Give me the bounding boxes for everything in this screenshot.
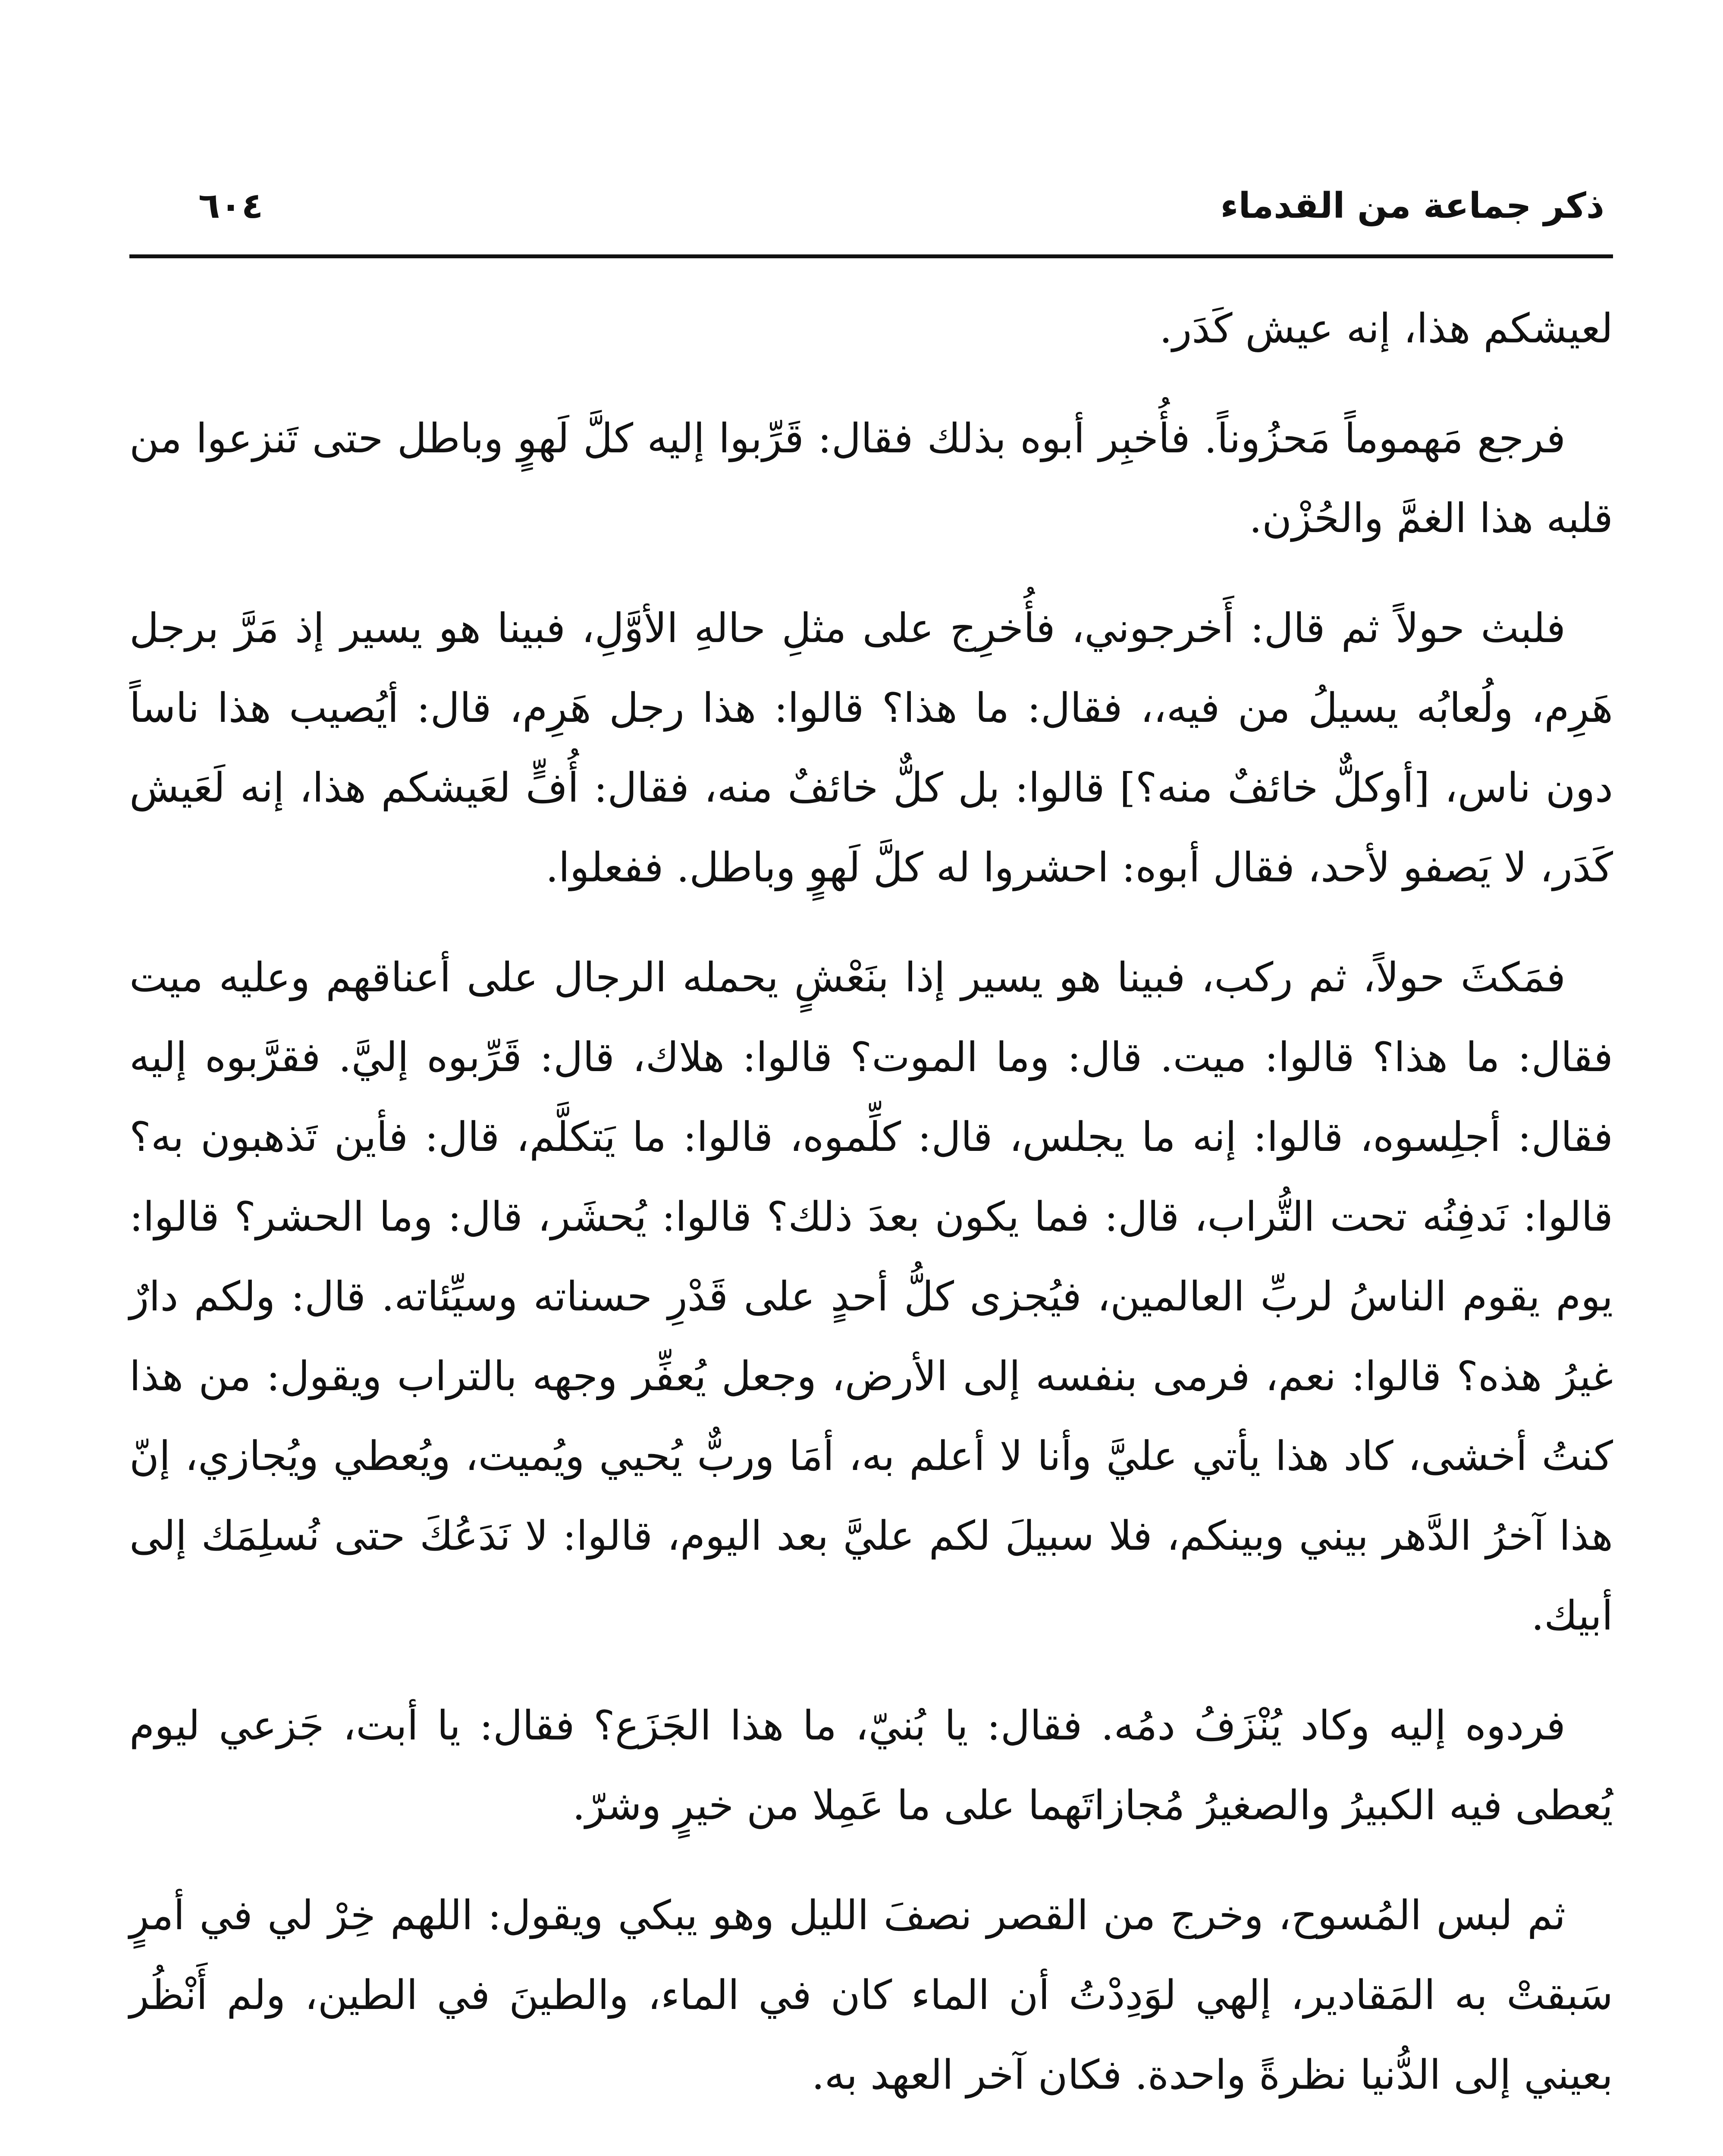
paragraph-7	[129, 2145, 1613, 2156]
main-text	[129, 289, 1613, 2156]
paragraph-1: لعيشكم هذا، إنه عيش كَدَر.	[1159, 305, 1613, 352]
running-title: ذكر جماعة من القدماء	[1220, 185, 1604, 226]
paragraph-2: فرجع مَهموماً مَحزُوناً. فأُخبِر أبوه بذلك فقال: قَرِّبوا إليه كلَّ لَهوٍ وباطل حتى تَنزعوا من قلبه هذا الغمَّ والحُزْن.	[129, 415, 1613, 542]
paragraph-4: فمَكثَ حولاً، ثم ركب، فبينا هو يسير إذا بنَعْشٍ يحمله الرجال على أعناقهم وعليه ميت فقال: ما هذا؟ قالوا: ميت. قال: وما الموت؟ قالوا: هلاك، قال: قَرِّبوه إليَّ. فقرَّبوه إليه فقال: أجلِسوه، قالوا: إنه ما يجلس، قال: كلِّموه، قالوا: ما يَتكلَّم، قال: فأين تَذهبون به؟ قالوا: نَدفِنُه تحت التُّراب، قال: فما يكون بعدَ ذلك؟ قالوا: يُحشَر، قال: وما الحشر؟ قالوا: يوم يقوم الناسُ لربِّ العالمين، فيُجزى كلُّ أحدٍ على قَدْرِ حسناته وسيِّئاته. قال: ولكم دارٌ غيرُ هذه؟ قالوا: نعم، فرمى بنفسه إلى الأرض، وجعل يُعفِّر وجهه بالتراب ويقول: من هذا كنتُ أخشى، كاد هذا يأتي عليَّ وأنا لا أعلم به، أمَا وربٌّ يُحيي ويُميت، ويُعطي ويُجازي، إنّ هذا آخرُ الدَّهر بيني وبينكم، فلا سبيلَ لكم عليَّ بعد اليوم، قالوا: لا نَدَعُكَ حتى نُسلِمَك إلى أبيك.	[129, 954, 1613, 1639]
page-header	[129, 172, 1613, 250]
paragraph-6: ثم لبس المُسوح، وخرج من القصر نصفَ الليل وهو يبكي ويقول: اللهم خِرْ لي في أمرٍ سَبقتْ به المَقادير، إلهي لوَدِدْتُ أن الماء كان في الماء، والطينَ في الطين، ولم أَنْظُر بعيني إلى الدُّنيا نظرةً واحدة. فكان آخر العهد به.	[129, 1892, 1613, 2099]
paragraph-3: فلبث حولاً ثم قال: أَخرجوني، فأُخرِج على مثلِ حالهِ الأوَّلِ، فبينا هو يسير إذ مَرَّ برجل هَرِم، ولُعابُه يسيلُ من فيه،، فقال: ما هذا؟ قالوا: هذا رجل هَرِم، قال: أيُصيب هذا ناساً دون ناس، [أوكلٌّ خائفٌ منه؟] قالوا: بل كلٌّ خائفٌ منه، فقال: أُفٍّ لعَيشكم هذا، إنه لَعَيش كَدَر، لا يَصفو لأحد، فقال أبوه: احشروا له كلَّ لَهوٍ وباطل. ففعلوا.	[129, 605, 1613, 891]
paragraph-5: فردوه إليه وكاد يُنْزَفُ دمُه. فقال: يا بُنيّ، ما هذا الجَزَع؟ فقال: يا أبت، جَزعي ليوم يُعطى فيه الكبيرُ والصغيرُ مُجازاتَهما على ما عَمِلا من خيرٍ وشرّ.	[129, 1702, 1613, 1829]
header-rule	[129, 254, 1613, 258]
book-page	[129, 147, 1613, 2156]
page-number: ٦٠٤	[198, 185, 264, 226]
